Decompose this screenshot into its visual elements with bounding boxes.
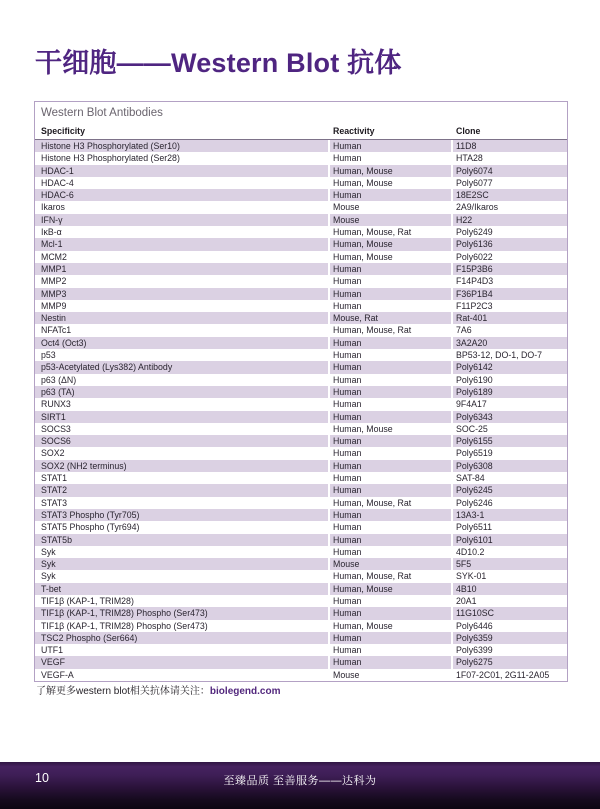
cell-reactivity: Mouse [328,558,451,570]
cell-reactivity: Mouse [328,201,451,213]
cell-clone: 4D10.2 [451,546,567,558]
footer-bar [0,762,600,809]
cell-clone: Poly6446 [451,620,567,632]
table-row [35,300,567,312]
cell-reactivity: Human, Mouse, Rat [328,570,451,582]
cell-reactivity: Human [328,534,451,546]
cell-reactivity: Human [328,472,451,484]
table-row [35,656,567,668]
cell-specificity: T-bet [35,583,328,595]
cell-specificity: SOCS3 [41,423,71,434]
cell-clone: 1F07-2C01, 2G11-2A05 [451,669,567,681]
cell-specificity: MMP2 [41,276,67,287]
table-row [35,447,567,459]
table-row [35,570,567,582]
cell-clone: Poly6245 [451,484,567,496]
cell-clone: 13A3-1 [451,509,567,521]
cell-reactivity: Human [328,288,451,300]
table-row [35,201,567,213]
cell-specificity: MMP3 [35,288,328,300]
cell-specificity: SOCS6 [35,435,328,447]
cell-reactivity: Human [328,656,451,668]
cell-specificity: SOX2 (NH2 terminus) [35,460,328,472]
cell-clone: F14P4D3 [451,275,567,287]
cell-reactivity: Human, Mouse, Rat [328,324,451,336]
cell-reactivity: Human [328,386,451,398]
cell-reactivity: Human [328,460,451,472]
cell-specificity: MCM2 [41,251,67,262]
cell-clone: Poly6074 [451,165,567,177]
table-row [35,386,567,398]
cell-specificity: VEGF-A [41,669,74,680]
column-header-specificity: Specificity [41,126,86,136]
cell-reactivity: Human [328,275,451,287]
cell-reactivity: Human, Mouse, Rat [328,226,451,238]
cell-clone: 9F4A17 [451,398,567,410]
cell-clone: Poly6077 [451,177,567,189]
cell-reactivity: Human [328,361,451,373]
table-row [35,558,567,570]
cell-reactivity: Mouse [328,214,451,226]
page-title: 干细胞——Western Blot 抗体 [35,48,402,78]
column-header-reactivity: Reactivity [333,126,375,136]
note-text: 了解更多western blot相关抗体请关注： [36,686,210,697]
table-row [35,534,567,546]
cell-specificity: IκB-α [41,227,62,238]
table-row [35,423,567,435]
cell-specificity: STAT5 Phospho (Tyr694) [41,522,140,533]
table-row [35,275,567,287]
cell-clone: 20A1 [451,595,567,607]
cell-specificity: p53-Acetylated (Lys382) Antibody [35,361,328,373]
cell-reactivity: Human, Mouse [328,583,451,595]
cell-clone: HTA28 [451,152,567,164]
cell-specificity: Histone H3 Phosphorylated (Ser28) [41,153,180,164]
cell-reactivity: Human [328,484,451,496]
biolegend-link[interactable]: biolegend.com [209,686,281,697]
cell-specificity: p63 (ΔN) [41,374,77,385]
cell-clone: Poly6399 [451,644,567,656]
cell-specificity: STAT3 [41,497,68,508]
cell-reactivity: Human, Mouse, Rat [328,497,451,509]
cell-clone: Poly6519 [451,447,567,459]
cell-reactivity: Human [328,263,451,275]
cell-reactivity: Human [328,521,451,533]
cell-reactivity: Human, Mouse [328,251,451,263]
cell-reactivity: Human [328,140,451,152]
cell-specificity: STAT5b [35,534,328,546]
table-row [35,669,567,681]
table-row [35,435,567,447]
cell-reactivity: Human [328,411,451,423]
cell-specificity: RUNX3 [41,399,71,410]
table-row [35,312,567,324]
table-row [35,251,567,263]
table-row [35,620,567,632]
table-row [35,595,567,607]
cell-specificity: STAT2 [35,484,328,496]
cell-reactivity: Human, Mouse [328,620,451,632]
cell-specificity: SIRT1 [35,411,328,423]
footer-slogan: 至臻品质 至善服务——达科为 [223,775,377,787]
cell-specificity: HDAC-6 [35,189,328,201]
cell-reactivity: Human [328,632,451,644]
cell-specificity: HDAC-4 [41,177,74,188]
cell-clone: 4B10 [451,583,567,595]
cell-reactivity: Human, Mouse [328,177,451,189]
table-row [35,583,567,595]
cell-reactivity: Human [328,509,451,521]
cell-clone: SOC-25 [451,423,567,435]
cell-clone: 11D8 [451,140,567,152]
table-header-row [35,124,567,140]
cell-clone: Poly6246 [451,497,567,509]
footer-note [36,685,280,698]
page-number: 10 [35,771,49,785]
cell-clone: 2A9/Ikaros [451,201,567,213]
cell-specificity: TIF1β (KAP-1, TRIM28) Phospho (Ser473) [35,607,328,619]
antibody-table [34,101,568,682]
cell-clone: SYK-01 [451,570,567,582]
cell-clone: Poly6359 [451,632,567,644]
cell-clone: Poly6142 [451,361,567,373]
table-row [35,349,567,361]
cell-clone: Rat-401 [451,312,567,324]
cell-reactivity: Human, Mouse [328,238,451,250]
cell-clone: Poly6022 [451,251,567,263]
cell-specificity: Nestin [35,312,328,324]
cell-clone: 11G10SC [451,607,567,619]
table-row [35,361,567,373]
cell-clone: Poly6343 [451,411,567,423]
cell-specificity: SOX2 [41,448,65,459]
cell-specificity: p53 [41,350,56,361]
table-row [35,324,567,336]
table-row [35,632,567,644]
cell-specificity: TIF1β (KAP-1, TRIM28) Phospho (Ser473) [41,620,208,631]
cell-specificity: MMP1 [35,263,328,275]
cell-clone: F15P3B6 [451,263,567,275]
cell-specificity: VEGF [35,656,328,668]
cell-reactivity: Human [328,546,451,558]
cell-reactivity: Mouse [328,669,451,681]
cell-specificity: Ikaros [41,202,65,213]
cell-specificity: NFATc1 [41,325,72,336]
cell-clone: Poly6308 [451,460,567,472]
cell-clone: 18E2SC [451,189,567,201]
table-row [35,521,567,533]
table-row [35,374,567,386]
table-row [35,214,567,226]
cell-specificity: STAT3 Phospho (Tyr705) [35,509,328,521]
cell-reactivity: Human [328,189,451,201]
cell-clone: Poly6155 [451,435,567,447]
table-row [35,484,567,496]
cell-specificity: Syk [41,571,56,582]
cell-specificity: Syk [41,546,56,557]
table-row [35,497,567,509]
cell-specificity: TSC2 Phospho (Ser664) [35,632,328,644]
table-row [35,509,567,521]
cell-reactivity: Mouse, Rat [328,312,451,324]
cell-reactivity: Human [328,607,451,619]
cell-reactivity: Human [328,349,451,361]
cell-reactivity: Human [328,300,451,312]
cell-specificity: TIF1β (KAP-1, TRIM28) [41,595,134,606]
table-row [35,165,567,177]
table-row [35,152,567,164]
cell-clone: Poly6189 [451,386,567,398]
cell-specificity: Mcl-1 [35,238,328,250]
cell-reactivity: Human [328,435,451,447]
cell-clone: F11P2C3 [451,300,567,312]
table-row [35,460,567,472]
column-header-clone: Clone [456,126,481,136]
cell-clone: Poly6249 [451,226,567,238]
cell-specificity: Histone H3 Phosphorylated (Ser10) [35,140,328,152]
cell-reactivity: Human [328,337,451,349]
cell-clone: Poly6190 [451,374,567,386]
cell-reactivity: Human [328,644,451,656]
table-row [35,177,567,189]
cell-reactivity: Human [328,398,451,410]
cell-clone: Poly6275 [451,656,567,668]
cell-reactivity: Human [328,447,451,459]
cell-reactivity: Human [328,152,451,164]
table-row [35,644,567,656]
table-row [35,337,567,349]
table-row [35,546,567,558]
table-row [35,472,567,484]
cell-clone: F36P1B4 [451,288,567,300]
cell-specificity: Oct4 (Oct3) [35,337,328,349]
cell-specificity: UTF1 [41,645,63,656]
cell-reactivity: Human, Mouse [328,423,451,435]
table-row [35,411,567,423]
cell-reactivity: Human, Mouse [328,165,451,177]
cell-reactivity: Human [328,595,451,607]
cell-clone: Poly6511 [451,521,567,533]
table-row [35,288,567,300]
cell-reactivity: Human [328,374,451,386]
cell-clone: H22 [451,214,567,226]
table-row [35,398,567,410]
cell-clone: SAT-84 [451,472,567,484]
cell-clone: 3A2A20 [451,337,567,349]
cell-clone: Poly6101 [451,534,567,546]
table-row [35,140,567,152]
table-row [35,189,567,201]
cell-clone: BP53-12, DO-1, DO-7 [451,349,567,361]
cell-specificity: Syk [35,558,328,570]
table-body [35,140,567,681]
cell-clone: 5F5 [451,558,567,570]
table-row [35,226,567,238]
cell-specificity: MMP9 [41,300,67,311]
cell-specificity: STAT1 [41,473,68,484]
table-row [35,607,567,619]
cell-clone: 7A6 [451,324,567,336]
table-row [35,263,567,275]
cell-specificity: HDAC-1 [35,165,328,177]
cell-specificity: p63 (TA) [35,386,328,398]
table-row [35,238,567,250]
cell-clone: Poly6136 [451,238,567,250]
table-title: Western Blot Antibodies [41,107,163,119]
cell-specificity: IFN-γ [35,214,328,226]
